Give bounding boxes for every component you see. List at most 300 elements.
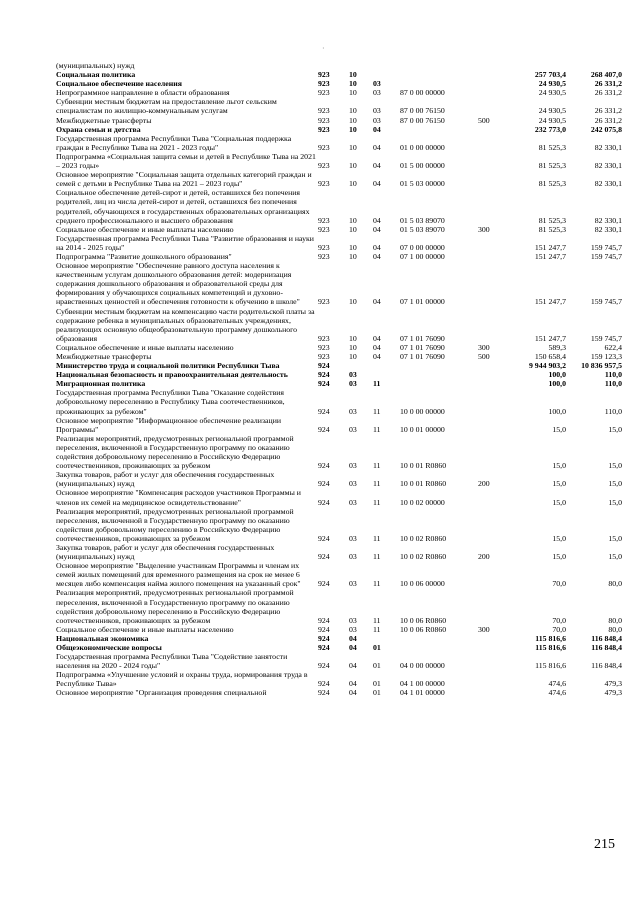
row-target-article: 10 0 02 R0860 [400,552,447,562]
row-expense-type [478,416,506,434]
row-name: Основное мероприятие "Информационное обеспечение реализации Программы" [56,415,282,434]
row-subsection: 04 [373,251,381,261]
row-subsection: 04 [373,333,381,343]
row-amount-year-2: 82 330,1 [594,215,622,225]
table-row [56,488,622,506]
table-row [56,252,622,261]
row-ministry-code: 923 [318,352,330,361]
row-expense-type: 300 [478,224,490,234]
row-amount-year-2: 82 330,1 [594,161,622,171]
row-amount-year-2: 26 331,2 [594,88,622,98]
table-row [56,97,622,115]
row-amount-year-2: 622,4 [604,342,622,352]
row-expense-type [478,634,506,643]
row-ministry-code: 923 [318,297,330,307]
row-expense-type [478,88,506,97]
row-expense-type [478,152,506,170]
row-name: Закупка товаров, работ и услуг для обеспечения государственных (муниципальных) нужд [56,542,275,562]
row-subsection: 11 [373,552,381,562]
row-subsection: 11 [373,579,381,589]
row-amount-year-2: 116 848,4 [591,661,622,671]
row-ministry-code: 923 [318,242,330,252]
row-name: Субвенции местным бюджетам на предоставление льгот сельским специалистам по жилищно-коммунальным услугам [56,97,277,116]
row-subsection: 04 [373,342,381,352]
row-section: 03 [349,370,357,380]
row-amount-year-1 [506,61,566,70]
row-ministry-code: 923 [318,251,330,261]
table-row [56,688,622,697]
row-expense-type: 500 [478,352,490,361]
row-subsection: 01 [373,679,381,689]
row-amount-year-2: 242 075,8 [590,124,622,134]
row-target-article [400,70,478,79]
row-expense-type [478,261,506,306]
row-section [349,61,373,70]
row-amount-year-2: 15,0 [608,552,622,562]
row-section: 03 [349,552,357,562]
row-ministry-code: 923 [318,161,330,171]
row-target-article [400,370,478,379]
row-amount-year-2: 110,0 [604,370,622,380]
row-ministry-code: 923 [318,79,330,89]
row-section: 04 [349,679,357,689]
row-subsection: 04 [373,215,381,225]
row-expense-type [478,252,506,261]
row-section: 10 [349,333,357,343]
row-amount-year-1: 115 816,6 [535,661,566,671]
table-row [56,234,622,252]
row-expense-type [478,79,506,88]
row-name: Социальное обеспечение населения [56,79,182,89]
page-number: 215 [594,837,615,852]
row-section: 03 [349,461,357,471]
row-ministry-code: 924 [318,615,330,625]
row-amount-year-2: 82 330,1 [594,224,622,234]
row-amount-year-2: 82 330,1 [594,179,622,189]
row-amount-year-1: 151 247,7 [534,251,566,261]
row-section: 10 [349,215,357,225]
row-subsection [373,361,400,370]
row-section: 03 [349,624,357,634]
row-target-article [400,61,478,70]
row-subsection: 11 [373,461,381,471]
table-row [56,88,622,97]
table-row [56,261,622,306]
row-target-article: 07 1 01 76090 [400,333,445,343]
row-amount-year-2: 159 745,7 [590,297,622,307]
row-section: 04 [349,661,357,671]
row-subsection: 04 [373,297,381,307]
row-name: Национальная экономика [56,633,149,643]
row-amount-year-2: 26 331,2 [594,79,622,89]
row-expense-type: 200 [478,479,490,489]
row-amount-year-2: 159 745,7 [590,333,622,343]
row-name: Закупка товаров, работ и услуг для обеспечения государственных (муниципальных) нужд [56,470,275,489]
row-subsection: 04 [373,161,381,171]
row-amount-year-2: 80,0 [608,579,622,589]
table-row [56,588,622,624]
row-section: 03 [349,497,357,507]
table-row [56,507,622,543]
row-ministry-code: 923 [318,179,330,189]
table-row [56,307,622,343]
row-subsection [373,61,400,70]
row-name: Основное мероприятие "Выделение участникам Программы и членам их семей жилых помещений для временного размещения на срок не менее 6 месяцев либо компенсация найма жилого помещения на указанный срок" [56,561,301,589]
table-row [56,352,622,361]
row-subsection [373,370,400,379]
table-row [56,188,622,224]
row-subsection: 11 [373,479,381,489]
row-amount-year-2: 110,0 [604,406,622,416]
row-target-article: 07 1 01 76090 [400,342,445,352]
row-target-article [400,79,478,88]
row-expense-type: 500 [478,115,490,125]
row-section: 10 [349,106,357,116]
row-amount-year-1: 100,0 [548,370,566,380]
row-target-article [400,643,478,652]
row-name: Основное мероприятие "Обеспечение равного доступа населения к качественным услугам дошкольного образования детей: модернизация содержания дошкольного образования и образовательной среды для формирования у обучающихся социальных компетенций и духовно-нравственных ценностей и обеспечения готовности к обучению в школе" [56,261,300,307]
row-target-article: 01 5 00 00000 [400,161,445,171]
row-amount-year-2: 159 123,3 [590,352,622,361]
row-target-article: 10 0 01 R0860 [400,479,447,489]
row-subsection: 11 [373,424,381,434]
row-section: 10 [349,297,357,307]
row-target-article: 10 0 06 00000 [400,579,445,589]
row-amount-year-1: 15,0 [552,497,566,507]
row-amount-year-1: 150 658,4 [534,352,566,361]
row-expense-type [478,507,506,543]
row-target-article: 04 1 01 00000 [400,688,445,698]
row-amount-year-2: 479,3 [604,688,622,698]
row-ministry-code: 924 [318,661,330,671]
row-target-article: 01 0 00 00000 [400,142,445,152]
row-section: 03 [349,424,357,434]
row-name: Государственная программа Республики Тыва "Социальная поддержка граждан в Республике Тыва на 2021 - 2023 годы" [56,133,292,152]
row-name: Основное мероприятие "Организация проведения специальной [56,688,267,698]
row-ministry-code: 924 [318,679,330,689]
table-row [56,379,622,388]
row-amount-year-2: 80,0 [608,624,622,634]
row-ministry-code: 924 [318,406,330,416]
table-row [56,643,622,652]
row-amount-year-1: 115 816,6 [535,633,566,643]
table-row [56,134,622,152]
table-row [56,152,622,170]
budget-table [56,61,622,698]
row-amount-year-1: 9 944 903,2 [528,361,566,371]
row-expense-type [478,361,506,370]
row-target-article: 10 0 06 R0860 [400,615,447,625]
row-expense-type [478,688,506,697]
table-row [56,652,622,670]
row-name: Национальная безопасность и правоохранительная деятельность [56,370,288,380]
row-expense-type [478,188,506,224]
row-amount-year-1: 24 930,5 [538,115,566,125]
row-subsection: 04 [373,224,381,234]
row-section [349,361,373,370]
row-ministry-code: 923 [318,106,330,116]
row-expense-type [478,561,506,588]
row-expense-type [478,488,506,506]
row-subsection: 01 [373,643,381,652]
row-amount-year-1: 81 525,3 [538,161,566,171]
row-amount-year-1: 151 247,7 [534,297,566,307]
table-row [56,225,622,234]
row-ministry-code: 923 [318,142,330,152]
row-ministry-code: 924 [318,552,330,562]
row-section: 10 [349,352,357,361]
table-row [56,625,622,634]
row-target-article: 87 0 00 76150 [400,115,445,125]
row-ministry-code: 924 [318,579,330,589]
budget-table-body [56,61,622,698]
row-amount-year-1: 15,0 [552,424,566,434]
row-target-article: 01 5 03 89070 [400,215,445,225]
row-target-article [400,361,478,370]
row-section: 03 [349,533,357,543]
row-ministry-code: 924 [318,370,330,380]
row-ministry-code: 924 [318,379,330,389]
row-target-article [400,634,478,643]
table-row [56,361,622,370]
row-name: Государственная программа Республики Тыва "Содействие занятости населения на 2020 - 2024 годы" [56,652,288,671]
row-expense-type [478,70,506,79]
row-name: Социальное обеспечение и иные выплаты населению [56,624,234,634]
table-row [56,116,622,125]
row-ministry-code: 924 [318,361,330,371]
row-expense-type [478,125,506,134]
table-row [56,343,622,352]
row-expense-type [478,588,506,624]
row-amount-year-1: 100,0 [548,379,566,389]
row-expense-type [478,61,506,70]
row-name: (муниципальных) нужд [56,61,135,70]
row-expense-type [478,652,506,670]
row-section: 10 [349,79,357,89]
row-ministry-code: 923 [318,88,330,98]
row-subsection: 11 [373,379,381,389]
row-name: Подпрограмма «Социальная защита семьи и детей в Республике Тыва на 2021 – 2023 годы» [56,151,316,171]
page-mark: · [322,44,325,53]
row-subsection: 11 [373,497,381,507]
row-section: 03 [349,579,357,589]
row-amount-year-1: 15,0 [552,479,566,489]
row-subsection: 11 [373,624,381,634]
row-amount-year-1: 81 525,3 [538,224,566,234]
row-amount-year-2: 15,0 [608,479,622,489]
row-expense-type [478,234,506,252]
row-amount-year-1: 151 247,7 [534,242,566,252]
row-ministry-code: 924 [318,424,330,434]
table-row [56,388,622,415]
row-target-article: 10 0 06 R0860 [400,624,447,634]
row-name: Реализация мероприятий, предусмотренных региональной программой переселения, включенной в Государственную программу по оказанию содействия добровольному переселению в Российскую Федерацию соотечественников, проживающих за рубежом [56,588,294,625]
row-amount-year-1: 151 247,7 [534,333,566,343]
row-amount-year-2: 268 407,0 [590,70,622,80]
row-amount-year-1: 70,0 [552,615,566,625]
row-name: Социальная политика [56,70,136,80]
row-ministry-code: 924 [318,633,330,643]
row-expense-type: 300 [478,624,490,634]
row-amount-year-1: 232 773,0 [534,124,566,134]
row-subsection: 11 [373,533,381,543]
row-section: 03 [349,615,357,625]
row-ministry-code: 923 [318,224,330,234]
row-target-article: 07 0 00 00000 [400,242,445,252]
row-section: 03 [349,406,357,416]
row-amount-year-1: 24 930,5 [538,79,566,89]
row-name: Основное мероприятие "Социальная защита отдельных категорий граждан и семей с детьми в Республике Тыва на 2021 – 2023 годы" [56,170,312,189]
row-expense-type [478,434,506,470]
row-amount-year-1: 474,6 [548,688,566,698]
row-name: Государственная программа Республики Тыва "Оказание содействия добровольному переселению в Республику Тыва соотечественников, проживающих за рубежом" [56,388,285,416]
row-ministry-code: 924 [318,688,330,698]
row-section: 10 [349,70,357,80]
row-name: Непрограммное направление в области образования [56,88,230,98]
row-subsection: 01 [373,661,381,671]
row-name: Социальное обеспечение и иные выплаты населению [56,224,234,234]
row-name: Реализация мероприятий, предусмотренных региональной программой переселения, включенной в Государственную программу по оказанию содействия добровольному переселению в Российскую Федерацию соотечественников, проживающих за рубежом [56,433,294,471]
row-expense-type [478,134,506,152]
row-amount-year-2: 116 848,4 [591,643,622,652]
row-target-article: 07 1 01 00000 [400,297,445,307]
row-name: Министерство труда и социальной политики Республики Тыва [56,361,280,371]
row-name: Миграционная политика [56,379,146,389]
row-section: 10 [349,242,357,252]
table-row [56,470,622,488]
row-name: Общеэкономические вопросы [56,643,162,652]
row-amount-year-1: 100,0 [548,406,566,416]
row-amount-year-1: 81 525,3 [538,142,566,152]
row-target-article: 10 0 00 00000 [400,406,445,416]
row-target-article: 01 5 03 89070 [400,224,445,234]
row-ministry-code: 924 [318,461,330,471]
row-ministry-code: 923 [318,215,330,225]
row-amount-year-2: 26 331,2 [594,106,622,116]
row-name: Межбюджетные трансферты [56,352,152,361]
table-row [56,125,622,134]
row-amount-year-2: 10 836 957,5 [581,361,622,371]
row-expense-type [478,170,506,188]
row-section: 03 [349,479,357,489]
row-name: Социальное обеспечение детей-сирот и детей, оставшихся без попечения родителей, лиц из числа детей-сирот и детей, оставшихся без попечения родителей, обучающихся в государственных образовательных организациях среднего профессионального и высшего образования [56,188,310,225]
row-amount-year-2: 479,3 [604,679,622,689]
row-subsection: 03 [373,106,381,116]
table-row [56,416,622,434]
row-section: 04 [349,688,357,698]
row-subsection: 03 [373,88,381,98]
row-amount-year-2: 116 848,4 [591,633,622,643]
row-amount-year-2: 15,0 [608,533,622,543]
row-subsection: 04 [373,242,381,252]
row-subsection [373,70,400,79]
table-row [56,434,622,470]
row-amount-year-1: 15,0 [552,552,566,562]
table-row [56,70,622,79]
row-name: Субвенции местным бюджетам на компенсацию части родительской платы за содержание ребенка в муниципальных образовательных учреждениях, реализующих основную общеобразовательную программу дошкольного образования [56,306,315,343]
row-amount-year-1: 81 525,3 [538,215,566,225]
row-section: 10 [349,88,357,98]
row-section: 03 [349,379,357,389]
row-target-article: 10 0 02 00000 [400,497,445,507]
row-amount-year-1: 70,0 [552,624,566,634]
row-expense-type [478,670,506,688]
row-section: 10 [349,142,357,152]
row-amount-year-2: 110,0 [604,379,622,389]
row-amount-year-2 [566,61,622,70]
row-target-article: 04 1 00 00000 [400,679,445,689]
row-expense-type: 200 [478,552,490,562]
table-row [56,561,622,588]
row-section: 10 [349,124,357,134]
row-expense-type [478,307,506,343]
row-subsection: 04 [373,142,381,152]
row-target-article [400,379,478,388]
table-row [56,634,622,643]
row-name: Государственная программа Республики Тыва "Развитие образования и науки на 2014 - 2025 годы" [56,233,314,252]
table-row [56,170,622,188]
row-amount-year-1: 115 816,6 [535,643,566,652]
row-subsection: 03 [373,115,381,125]
row-expense-type: 300 [478,342,490,352]
row-amount-year-1: 24 930,5 [538,106,566,116]
row-amount-year-1: 81 525,3 [538,179,566,189]
row-section: 10 [349,224,357,234]
row-target-article: 87 0 00 76150 [400,106,445,116]
row-amount-year-1: 24 930,5 [538,88,566,98]
row-amount-year-2: 15,0 [608,497,622,507]
row-ministry-code: 924 [318,643,330,652]
row-amount-year-2: 80,0 [608,615,622,625]
row-name: Подпрограмма "Развитие дошкольного образования" [56,251,232,261]
row-amount-year-1: 589,3 [548,342,566,352]
row-subsection: 03 [373,79,381,89]
row-section: 10 [349,342,357,352]
row-target-article: 10 0 02 R0860 [400,533,447,543]
row-ministry-code: 923 [318,124,330,134]
row-name: Социальное обеспечение и иные выплаты населению [56,342,234,352]
row-target-article: 01 5 03 00000 [400,179,445,189]
row-amount-year-2: 15,0 [608,461,622,471]
row-target-article: 87 0 00 00000 [400,88,445,98]
row-ministry-code: 924 [318,497,330,507]
row-expense-type [478,643,506,652]
row-target-article: 10 0 01 R0860 [400,461,447,471]
row-ministry-code: 923 [318,115,330,125]
row-subsection: 01 [373,688,381,698]
row-section: 10 [349,115,357,125]
row-amount-year-2: 159 745,7 [590,251,622,261]
row-subsection: 11 [373,406,381,416]
row-expense-type [478,388,506,415]
row-ministry-code: 924 [318,533,330,543]
row-target-article: 07 1 00 00000 [400,251,445,261]
row-amount-year-1: 257 703,4 [534,70,566,80]
row-ministry-code: 923 [318,333,330,343]
row-amount-year-2: 26 331,2 [594,115,622,125]
row-amount-year-1: 15,0 [552,461,566,471]
row-target-article: 04 0 00 00000 [400,661,445,671]
row-subsection: 04 [373,124,381,134]
row-name: Реализация мероприятий, предусмотренных региональной программой переселения, включенной в Государственную программу по оказанию содействия добровольному переселению в Российскую Федерацию соотечественников, проживающих за рубежом [56,506,294,543]
row-expense-type [478,379,506,388]
row-section: 04 [349,633,357,643]
row-section: 04 [349,643,357,652]
row-target-article: 07 1 01 76090 [400,352,445,361]
row-amount-year-1: 15,0 [552,533,566,543]
row-amount-year-2: 82 330,1 [594,142,622,152]
table-row [56,670,622,688]
